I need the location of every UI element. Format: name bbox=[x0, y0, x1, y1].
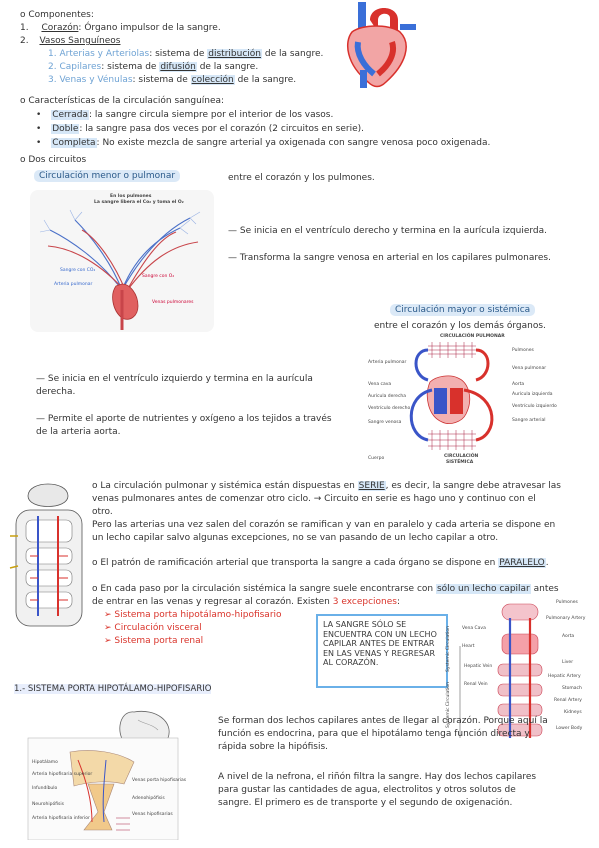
menor-desc: entre el corazón y los pulmones. bbox=[228, 173, 375, 183]
lung-label-o2: Sangre con O₂ bbox=[142, 274, 175, 279]
organ-label-1: Pulmonary Artery bbox=[546, 616, 586, 621]
section1-p1-line1: Se forman dos lechos capilares antes de llegar al corazón. Porque aquí la bbox=[218, 716, 548, 726]
circuitos-heading: o Dos circuitos bbox=[20, 155, 87, 165]
systemic-left-4: Sangre venosa bbox=[368, 420, 402, 425]
serie-line-3: otro. bbox=[92, 507, 113, 517]
bullet-dot: • bbox=[36, 138, 42, 148]
serie-line-5: un lecho capilar salvo algunas excepciones, no se van pasando de un lecho capilar a otro. bbox=[92, 533, 499, 543]
pituitary-portal-diagram bbox=[22, 700, 198, 840]
mayor-point-2b: de la arteria aorta. bbox=[36, 427, 121, 437]
pituitary-label-6: Arteria hipofisaria inferior bbox=[32, 816, 90, 821]
componentes-sub-3: 3. Venas y Vénulas: sistema de colección de la sangre. bbox=[48, 75, 297, 85]
componentes-item-2: 2. Vasos Sanguíneos bbox=[20, 36, 121, 46]
lung-label-top2: La sangre libera el Co₂ y toma el O₂ bbox=[94, 200, 184, 205]
section1-p2-line2: para gustar las cantidades de agua, electrolitos y otros solutos de bbox=[218, 785, 516, 795]
pituitary-label-3: Venas porta hipofisarias bbox=[132, 778, 187, 783]
organ-label-6: Hepatic Vein bbox=[464, 664, 493, 669]
caracteristica-doble: • Doble: la sangre pasa dos veces por el corazón (2 circuitos en serie). bbox=[36, 124, 364, 134]
section1-p2-line1: A nivel de la nefrona, el riñón filtra la sangre. Hay dos lechos capilares bbox=[218, 772, 537, 782]
arrow-right-icon: ➢ bbox=[104, 636, 112, 646]
caracteristica-cerrada: • Cerrada: la sangre circula siempre por el interior de los vasos. bbox=[36, 110, 334, 120]
organ-side-label-1: Systemic Circulation bbox=[446, 625, 451, 672]
organ-side-label-2: Systemic Circulation bbox=[446, 681, 451, 728]
excepcion-1: ➢ Sistema porta hipotálamo-hipofisario bbox=[104, 610, 282, 620]
organ-label-4: Heart bbox=[462, 644, 475, 649]
pituitary-label-5: Adenohipófisis bbox=[132, 796, 165, 801]
excepciones-line-1: o En cada paso por la circulación sistémica la sangre suele encontrarse con sólo un lecho capilar antes bbox=[92, 584, 559, 594]
systemic-right-4: Ventrículo izquierdo bbox=[512, 404, 557, 409]
mayor-label: Circulación mayor o sistémica bbox=[390, 305, 535, 316]
section1-p1-line3: rápida sobre la hipófisis. bbox=[218, 742, 329, 752]
componentes-heading: o Componentes: bbox=[20, 10, 94, 20]
systemic-right-2: Aorta bbox=[512, 382, 525, 387]
excepcion-2: ➢ Circulación visceral bbox=[104, 623, 202, 633]
menor-point-2: — Transforma la sangre venosa en arterial en los capilares pulmonares. bbox=[228, 253, 551, 263]
menor-label: Circulación menor o pulmonar bbox=[34, 171, 180, 182]
organ-label-2: Vena Cava bbox=[462, 626, 486, 631]
pituitary-label-4: Neurohipófisis bbox=[32, 802, 64, 807]
pituitary-label-1: Arteria hipofisaria superior bbox=[32, 772, 93, 777]
lung-label-co2: Sangre con CO₂ bbox=[60, 268, 96, 273]
heart-illustration bbox=[340, 2, 418, 90]
mayor-desc: entre el corazón y los demás órganos. bbox=[374, 321, 546, 331]
systemic-left-5: Cuerpo bbox=[368, 456, 385, 461]
organ-label-7: Hepatic Artery bbox=[548, 674, 581, 679]
lung-label-venas: Venas pulmonares bbox=[152, 300, 194, 305]
menor-point-1: — Se inicia en el ventrículo derecho y termina en la aurícula izquierda. bbox=[228, 226, 548, 236]
body-organ-diagram bbox=[8, 476, 94, 636]
componentes-sub-1: 1. Arterias y Arteriolas: sistema de distribución de la sangre. bbox=[48, 49, 324, 59]
mayor-point-1a: — Se inicia en el ventrículo izquierdo y termina en la aurícula bbox=[36, 374, 313, 384]
paralelo-line: o El patrón de ramificación arterial que transporta la sangre a cada órgano se dispone en PARALELO. bbox=[92, 558, 549, 568]
systemic-right-3: Aurícula izquierda bbox=[512, 392, 553, 397]
serie-line-4: Pero las arterias una vez salen del corazón se ramifican y van en paralelo y cada arteria se dispone en bbox=[92, 520, 556, 530]
serie-line-2: venas pulmonares antes de comenzar otro ciclo. → Circuito en serie es hago uno y continuo con el bbox=[92, 494, 536, 504]
systemic-circulation-diagram bbox=[366, 334, 557, 470]
organ-label-10: Renal Artery bbox=[554, 698, 582, 703]
pituitary-label-7: Venas hipofisarias bbox=[132, 812, 173, 817]
systemic-label-bottom2: SISTÉMICA bbox=[446, 460, 474, 465]
systemic-right-1: Vena pulmonar bbox=[512, 366, 547, 371]
componentes-sub-2: 2. Capilares: sistema de difusión de la sangre. bbox=[48, 62, 259, 72]
pulmonary-vein-shape bbox=[400, 24, 416, 30]
excepcion-3: ➢ Sistema porta renal bbox=[104, 636, 204, 646]
pulmonary-circulation-diagram bbox=[30, 190, 214, 332]
systemic-left-3: Ventrículo derecho bbox=[368, 406, 411, 411]
callout-box: LA SANGRE SÓLO SE ENCUENTRA CON UN LECHO CAPILAR ANTES DE ENTRAR EN LAS VENAS Y REGRESAR AL CORAZÓN. bbox=[316, 614, 448, 688]
caracteristicas-heading: o Características de la circulación sanguínea: bbox=[20, 96, 225, 106]
arrow-right-icon: ➢ bbox=[104, 623, 112, 633]
serie-line-1: o La circulación pulmonar y sistémica están dispuestas en SERIE, es decir, la sangre debe atravesar las bbox=[92, 481, 561, 491]
organ-label-0: Pulmones bbox=[556, 600, 578, 605]
inferior-vena-cava-shape bbox=[360, 70, 367, 88]
organ-label-8: Renal Vein bbox=[464, 682, 488, 687]
mayor-point-2a: — Permite el aporte de nutrientes y oxígeno a los tejidos a través bbox=[36, 414, 332, 424]
section1-p2-line3: sangre. El primero es de transporte y el segundo de oxigenación. bbox=[218, 798, 513, 808]
arrow-right-icon: ➢ bbox=[104, 610, 112, 620]
systemic-right-0: Pulmones bbox=[512, 348, 534, 353]
pituitary-label-0: Hipotálamo bbox=[32, 760, 58, 765]
organ-label-11: Kidneys bbox=[564, 710, 582, 715]
systemic-label-bottom1: CIRCULACIÓN bbox=[444, 454, 479, 459]
organ-label-3: Aorta bbox=[562, 634, 575, 639]
organ-label-9: Stomach bbox=[562, 686, 582, 691]
lung-label-arteria: Arteria pulmonar bbox=[54, 282, 93, 287]
systemic-left-1: Vena cava bbox=[368, 382, 392, 387]
bullet-dot: • bbox=[36, 124, 42, 134]
section1-title: 1.- SISTEMA PORTA HIPOTÁLAMO-HIPOFISARIO bbox=[14, 684, 212, 694]
lung-label-top1: En los pulmones bbox=[110, 194, 152, 199]
componentes-item-1: 1. Corazón: Órgano impulsor de la sangre. bbox=[20, 23, 221, 33]
systemic-label-top: CIRCULACIÓN PULMONAR bbox=[440, 334, 505, 339]
organ-label-12: Lower Body bbox=[556, 726, 583, 731]
pituitary-label-2: Infundíbulo bbox=[32, 786, 58, 791]
systemic-right-5: Sangre arterial bbox=[512, 418, 546, 423]
systemic-left-0: Arteria pulmonar bbox=[368, 360, 407, 365]
heart-body-shape bbox=[348, 26, 406, 87]
excepciones-line-2: de entrar en las venas y regresar al corazón. Existen 3 excepciones: bbox=[92, 597, 401, 607]
section1-p1-line2: función es endocrina, para que el hipotálamo tenga función directa y bbox=[218, 729, 530, 739]
bullet-dot: • bbox=[36, 110, 42, 120]
mayor-point-1b: derecha. bbox=[36, 387, 76, 397]
systemic-left-2: Aurícula derecha bbox=[368, 394, 407, 399]
organ-label-5: Liver bbox=[562, 660, 574, 665]
caracteristica-completa: • Completa: No existe mezcla de sangre arterial ya oxigenada con sangre venosa poco oxigenada. bbox=[36, 138, 491, 148]
